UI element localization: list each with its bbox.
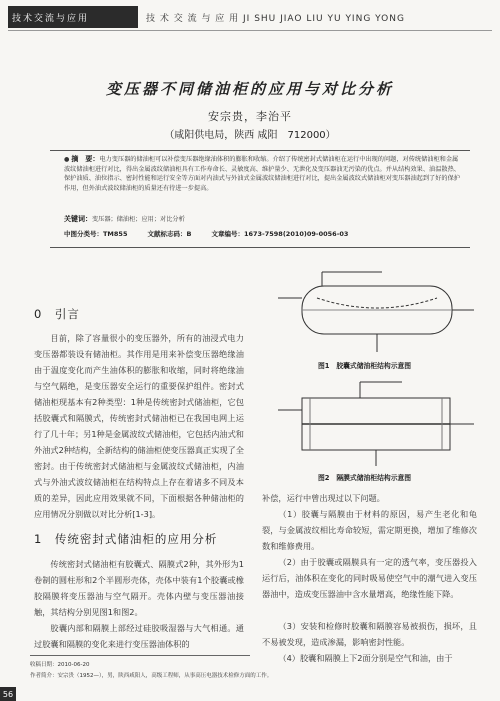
- abstract-bullet-icon: ●: [64, 156, 70, 163]
- section-0-heading: 0 引言: [34, 307, 80, 321]
- figure-2-caption: 图2 隔膜式储油柜结构示意图: [318, 474, 412, 482]
- keywords-text: 变压器；储油柜；应用；对比分析: [92, 216, 185, 223]
- right-paragraph-0: 补偿，运行中曾出现过以下问题。: [262, 493, 385, 503]
- keywords: [64, 214, 464, 224]
- author-bio: 作者简介：安宗贵（1952—），男，陕西咸阳人，高级工程师，从事高压电器技术检修方面的工作。: [30, 673, 273, 679]
- figure-1-conservator-diagram: [262, 268, 482, 360]
- journal-header-box: [8, 6, 138, 28]
- right-paragraph-2: （2）由于胶囊或隔膜具有一定的透气率，变压器投入运行后，油体积在变化的同时吸易使空气中的潮气进入变压器油中，造成变压器油中含水量增高，绝缘性能下降。: [262, 557, 477, 599]
- abstract: [64, 155, 464, 193]
- right-paragraph-1: （1）胶囊与隔膜由于材料的原因，易产生老化和龟裂，与金属波纹相比寿命较短，需定期更换，增加了维修次数和维修费用。: [262, 509, 477, 551]
- paper-affiliation: （咸阳供电局，陕西 咸阳 712000）: [164, 130, 336, 141]
- section-1-heading: 1 传统密封式储油柜的应用分析: [34, 532, 218, 546]
- page-number: 56: [0, 687, 16, 701]
- journal-header-text: 技 术 交 流 与 应 用 JI SHU JIAO LIU YU YING YONG: [146, 14, 405, 24]
- article-number: 文章编号：1673-7598(2010)09-0056-03: [211, 230, 349, 238]
- clc-number: 中图分类号：TM855: [64, 230, 128, 238]
- section-1-paragraph-1: 传统密封式储油柜有胶囊式、隔膜式2种，其外形为1卷制的圆柱形和2个半圆形壳体，壳体中装有1个胶囊或橡胶隔膜将变压器油与空气隔开。壳体内壁与变压器油接触，其结构分别见图1和图2。: [34, 559, 244, 617]
- capsule-outline: [317, 298, 437, 308]
- right-paragraph-4: （4）胶囊和隔膜上下2面分别是空气和油，由于: [278, 653, 453, 663]
- abstract-text: 电力变压器的储油柜可以补偿变压器绝缘油体积的膨胀和收缩。介绍了传统密封式储油柜在运行中出现的问题，对传统储油柜和金属波纹储油柜进行对比，得出金属波纹储油柜具有工作寿命长、灵敏度高、维护量少、无泄化及变压器油无污染的优点。并从结构效果、油温散热、保护油质、油位指示、密封性能和运行安全等方面对内油式与外油式金属波纹储油柜进行对比，提出金属波纹式储油柜对变压器油起到了好的保护作用，但外油式波纹储油柜的质量还有待进一步提高。: [64, 156, 460, 192]
- journal-header-box-label: 技术交流与应用: [12, 13, 90, 24]
- figure-2-conservator-diagram: [262, 378, 482, 470]
- paper-title: 变压器不同储油柜的应用与对比分析: [105, 80, 394, 98]
- header-divider: [8, 30, 492, 31]
- footnote-divider: [30, 655, 250, 656]
- keywords-label: 关键词：: [64, 215, 92, 223]
- paper-authors: 安宗贵，李治平: [208, 110, 292, 123]
- section-1-paragraph-2: 胶囊内部和隔膜上部经过硅胶吸湿器与大气相通。通过胶囊和隔膜的变化来进行变压器油体积的: [34, 623, 244, 649]
- section-0-paragraph: 目前，除了容量很小的变压器外，所有的油浸式电力变压器都装设有储油柜。其作用是用来补偿变压器绝缘油由于温度变化而产生油体积的膨胀和收缩，同时将绝缘油与空气隔绝，是变压器安全运行的重要保护组件。密封式储油柜现基本有2种类型：1种是传统密封式储油柜，它包括胶囊式和隔膜式，传统密封式储油柜已在我国电网上运行了几十年；另1种是金属波纹式储油柜，它包括内油式和外油式2种结构，全新结构的储油柜使变压器真正实现了全密封。由于传统密封式储油柜与金属波纹式储油柜，内油式与外油式波纹储油柜在结构特点上存在着诸多不同及本质的差异，因此应用效果就不同，下面根据各种储油柜的应用情况分别做以对比分析[1-3]。: [34, 333, 244, 519]
- classification-row: [64, 229, 464, 238]
- right-paragraph-3: （3）安装和检修时胶囊和隔膜容易被损伤，损坏，且不易被发现，造成渗漏，影响密封性能。: [262, 621, 477, 647]
- document-code: 文献标志码：B: [147, 230, 192, 238]
- abstract-label: 摘 要：: [71, 155, 100, 163]
- received-date: 收稿日期：2010-06-20: [30, 662, 90, 668]
- figure-1-caption: 图1 胶囊式储油柜结构示意图: [318, 362, 412, 370]
